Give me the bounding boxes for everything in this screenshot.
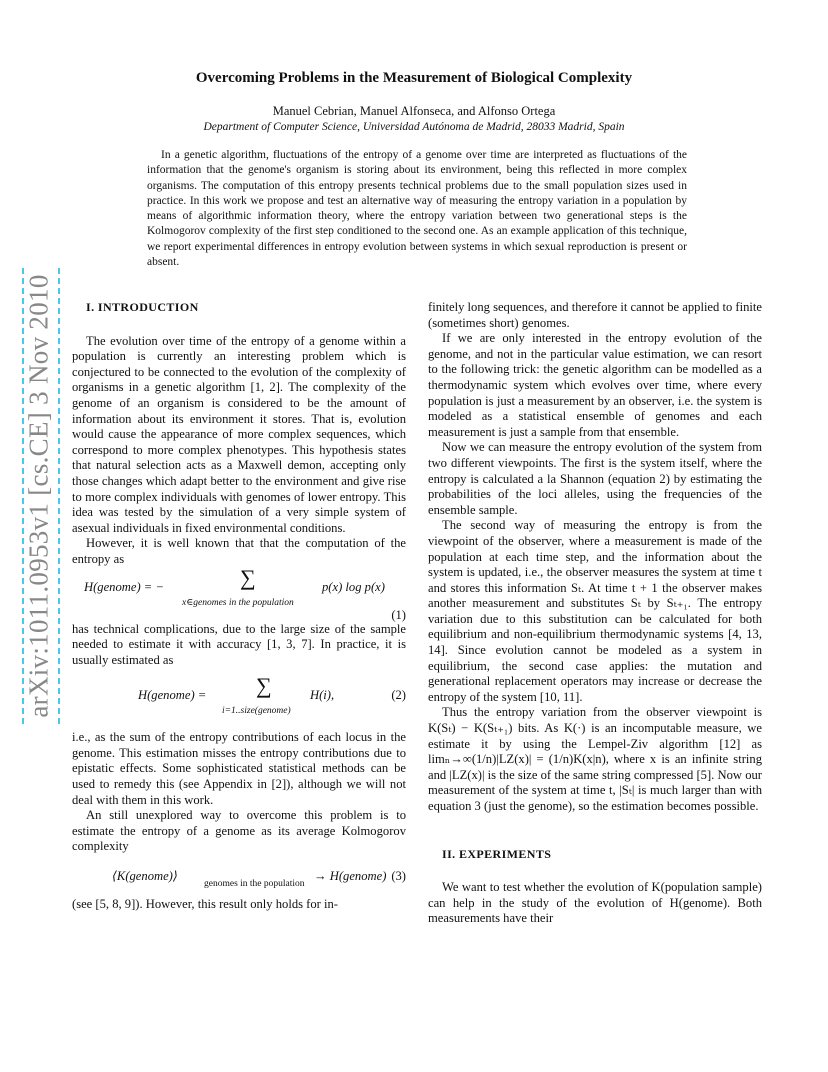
intro-paragraph-5: An still unexplored way to overcome this problem is to estimate the entropy of a genome as its average Kolmogorov complexity: [72, 808, 406, 854]
eq1-lhs: H(genome) = −: [84, 579, 164, 594]
arxiv-identifier: arXiv:1011.0953v1 [cs.CE] 3 Nov 2010: [23, 274, 54, 718]
paper-title: Overcoming Problems in the Measurement of Biological Complexity: [195, 70, 633, 86]
eq3-number: (3): [391, 869, 406, 884]
intro-paragraph-3: has technical complications, due to the large size of the sample needed to estimate it with accuracy [1, 3, 7]. In practice, it is usually estimated as: [72, 621, 406, 667]
intro-paragraph-2: However, it is well known that that the computation of the entropy as: [72, 536, 406, 566]
right-paragraph-5: Thus the entropy variation from the observer viewpoint is K(Sₜ) − K(Sₜ₊₁) bits. As K(·) is an incomputable measure, we estimate it by using the Lempel-Ziv algorithm [12] as limₙ→∞(1/n)|LZ(x)| = (1/n)K(x|n), where x is an infinite string and |LZ(x)| is the size of the same string compressed [5]. Now our measurement of the system at time t, |Sₜ| is much larger than with equation 3 (just the genome), so the estimation becomes possible.: [428, 705, 762, 813]
right-paragraph-3: Now we can measure the entropy evolution of the system from two different viewpoints. The first is the system itself, where the entropy is calculated a la Shannon (equation 2) by estimating the probabilities of the loci alleles, using the frequencies of the ensemble sample.: [428, 440, 762, 517]
paper-authors: Manuel Cebrian, Manuel Alfonseca, and Alfonso Ortega: [272, 104, 556, 118]
eq2-lhs: H(genome) =: [138, 688, 207, 703]
experiments-paragraph-1: We want to test whether the evolution of K(population sample) can help in the study of the evolution of H(genome). Both measurements have their: [428, 880, 762, 926]
eq3-lhs: ⟨K(genome)⟩: [112, 869, 178, 884]
section-heading-experiments: II. EXPERIMENTS: [442, 846, 552, 861]
abstract: In a genetic algorithm, fluctuations of the entropy of a genome over time are interpreted as fluctuations of the information that the genome's organism is storing about its environment, being this reflected in more complex organisms. The computation of this entropy presents technical problems due to the small population sizes used in practice. In this work we propose and test an alternative way of measuring the entropy variation in a population by means of algorithmic information theory, where the entropy variation between two generational steps is the Kolmogorov complexity of the first step conditioned to the second one. As an example application of this technique, we report experimental differences in entropy evolution between systems in which sexual reproduction is present or absent.: [147, 149, 687, 269]
intro-paragraph-4: i.e., as the sum of the entropy contributions of each locus in the genome. This estimation misses the entropy contributions due to epistatic effects. Some sophisticated statistical methods can be used to remedy this (see Appendix in [2]), although we will not deal with them in this work.: [72, 730, 406, 807]
equation-3: [72, 863, 406, 897]
equation-1: [72, 564, 406, 622]
eq2-rhs: H(i),: [310, 688, 335, 703]
right-paragraph-4: The second way of measuring the entropy is from the viewpoint of the observer, where a measurement is made of the population at each time step, and the information about the system is updated, i.e., the observer measures the system at time t and stores this information Sₜ. At time t + 1 the observer makes another measurement and substitutes Sₜ by Sₜ₊₁. The entropy variation due to this substitution can be calculated for both equilibrium and non-equilibrium thermodynamic systems [4, 13, 14]. Since evolution cannot be modeled as a system in equilibrium, the second case applies: the mutation and generational replacement operators may increase or decrease the entropy of the system [10, 11].: [428, 518, 762, 704]
right-paragraph-2: If we are only interested in the entropy evolution of the genome, and not in the particular value estimation, we can resort to the following trick: the genetic algorithm can be modelled as a thermodynamic system which evolves over time, where every population is just a measurement by an observer, i.e. the system is modeled as a statistical ensemble of genomes and each measurement is just a sample from that ensemble.: [428, 331, 762, 439]
eq1-subscript: x∈genomes in the population: [182, 597, 294, 608]
eq3-subscript: genomes in the population: [204, 879, 305, 890]
eq1-sum: ∑: [240, 564, 256, 590]
eq2-subscript: i=1..size(genome): [222, 706, 291, 717]
eq1-number: (1): [391, 607, 406, 622]
eq2-sum: ∑: [256, 673, 272, 699]
eq1-rhs: p(x) log p(x): [322, 579, 385, 594]
equation-2: [72, 673, 406, 730]
right-paragraph-1: finitely long sequences, and therefore it cannot be applied to finite (sometimes short) genomes.: [428, 300, 762, 330]
intro-paragraph-1: The evolution over time of the entropy of a genome within a population is currently an interesting problem which is conjectured to be connected to the evolution of the complexity of organisms in a genetic algorithm [1, 2]. The complexity of the genome of an organism is considered to be the amount of information about its environment it stores. That is, evolution would cause the appearance of more complex sequences, which correspond to more complex phenotypes. This hypothesis states that natural selection acts as a Maxwell demon, accepting only those changes which adapt better to the environment and give rise to more complex individuals with genomes of lower entropy. This idea was tested by the simulation of a very simple system of asexual individuals in fixed environmental conditions.: [72, 333, 406, 535]
eq3-rhs: → H(genome): [314, 869, 387, 884]
intro-paragraph-6: (see [5, 8, 9]). However, this result only holds for in-: [72, 897, 339, 912]
eq2-number: (2): [391, 688, 406, 703]
section-heading-introduction: I. INTRODUCTION: [86, 300, 199, 314]
left-column: [72, 300, 406, 913]
paper-affiliation: Department of Computer Science, Universidad Autónoma de Madrid, 28033 Madrid, Spain: [203, 121, 625, 133]
right-column: [428, 300, 762, 927]
